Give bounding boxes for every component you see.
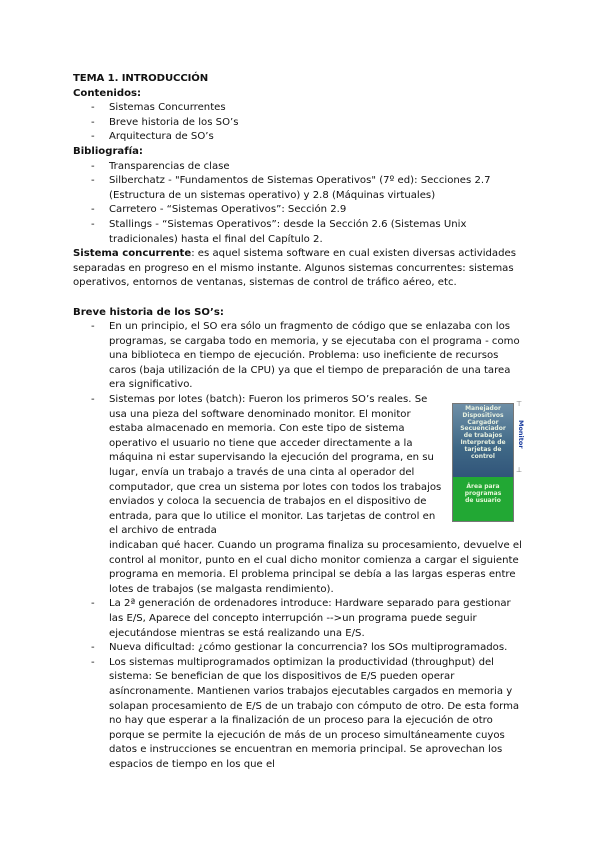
concurrente-paragraph xyxy=(73,247,528,291)
list-item: - Nueva dificultad: ¿cómo gestionar la concurrencia? los SOs multiprogramados. xyxy=(73,641,528,656)
page-title: TEMA 1. INTRODUCCIÓN xyxy=(73,73,209,84)
historia-list xyxy=(73,320,528,772)
memory-diagram xyxy=(452,403,514,522)
bibliografia-heading: Bibliografía: xyxy=(73,145,143,157)
list-item: - Transparencias de clase xyxy=(73,160,528,175)
list-item: - Silberchatz - "Fundamentos de Sistemas Operativos" (7º ed): Secciones 2.7 (Estructura de un sistemas operativo) y 2.8 (Máquinas virtuales) xyxy=(73,174,528,203)
list-item: - En un principio, el SO era sólo un fragmento de código que se enlazaba con los programas, se cargaba todo en memoria, y se ejecutaba con el programa - como una biblioteca en tiempo de ejecución. Problema: uso ineficiente de recursos caros (baja utilización de la CPU) ya que el tiempo de preparación de una tarea era significativo. xyxy=(73,320,528,393)
list-item: - Arquitectura de SO’s xyxy=(73,130,528,145)
list-item: - La 2ª generación de ordenadores introduce: Hardware separado para gestionar las E/S, Aparece del concepto interrupción -->un programa puede seguir ejecutándose mientras se está realizando una E/S. xyxy=(73,597,528,641)
bibliografia-list xyxy=(73,160,528,248)
user-region-label: Área para programas de usuario xyxy=(464,483,502,504)
batch-text-wrapped: - Sistemas por lotes (batch): Fueron los primeros SO’s reales. Se usa una pieza del software denominado monitor. El monitor estaba almacenado en memoria. Con este tipo de sistema operativo el usuario no tiene que acceder directamente a la máquina ni estar supervisando la ejecución del programa, en su lugar, envía un trabajo a través de una cinta al operador del computador, que crea un sistema por lotes con todos los trabajos enviados y coloca la secuencia de trabajos en el dispositivo de entrada, para que lo utilice el monitor. Las tarjetas de control en el archivo de entrada xyxy=(109,394,442,537)
list-item: - Stallings - “Sistemas Operativos”: desde la Sección 2.6 (Sistemas Unix tradicionales) hasta el final del Capítulo 2. xyxy=(73,218,528,247)
concurrente-text: : es aquel sistema software en cual existen diversas actividades separadas en progreso en el mismo instante. Algunos sistemas concurrentes: sistemas operativos, entornos de ventanas, sistemas de control de tráfico aéreo, etc. xyxy=(73,248,516,289)
batch-text-rest: indicaban qué hacer. Cuando un programa finaliza su procesamiento, devuelve el control al monitor, punto en el cual dicho monitor comienza a cargar el siguiente programa en memoria. El problema principal se debía a las largas esperas entre lotes de trabajos (se malgasta rendimiento). xyxy=(109,540,522,595)
arrow-up-icon: ⊤ xyxy=(516,400,523,408)
list-item: - Los sistemas multiprogramados optimizan la productividad (throughput) del sistema: Se benefician de que los dispositivos de E/S pueden operar asíncronamente. Mantienen varios trabajos ejecutables cargados en memoria y solapan procesamiento de E/S de un trabajo con cómputo de otro. De esta forma no hay que esperar a la finalización de un proceso para la ejecución de otro porque se permite la ejecución de más de un proceso simultáneamente cuyos datos e instrucciones se encuentran en memoria principal. Se aprovechan los espacios de tiempo en los que el xyxy=(73,656,528,773)
historia-heading: Breve historia de los SO’s: xyxy=(73,306,224,318)
monitor-side-label: Monitor xyxy=(517,420,525,449)
list-item: - Breve historia de los SO’s xyxy=(73,116,528,131)
list-item: - Carretero - “Sistemas Operativos”: Sección 2.9 xyxy=(73,203,528,218)
list-item: - Sistemas Concurrentes xyxy=(73,101,528,116)
spacer xyxy=(73,291,528,306)
contenidos-list xyxy=(73,101,528,145)
contenidos-heading: Contenidos: xyxy=(73,87,142,99)
arrow-down-icon: ⊥ xyxy=(516,466,523,474)
monitor-region-label: Manejador Dispositivos Cargador Secuenciador de trabajos Interprete de tarjetas de control xyxy=(460,405,506,460)
concurrente-term: Sistema concurrente xyxy=(73,248,192,260)
